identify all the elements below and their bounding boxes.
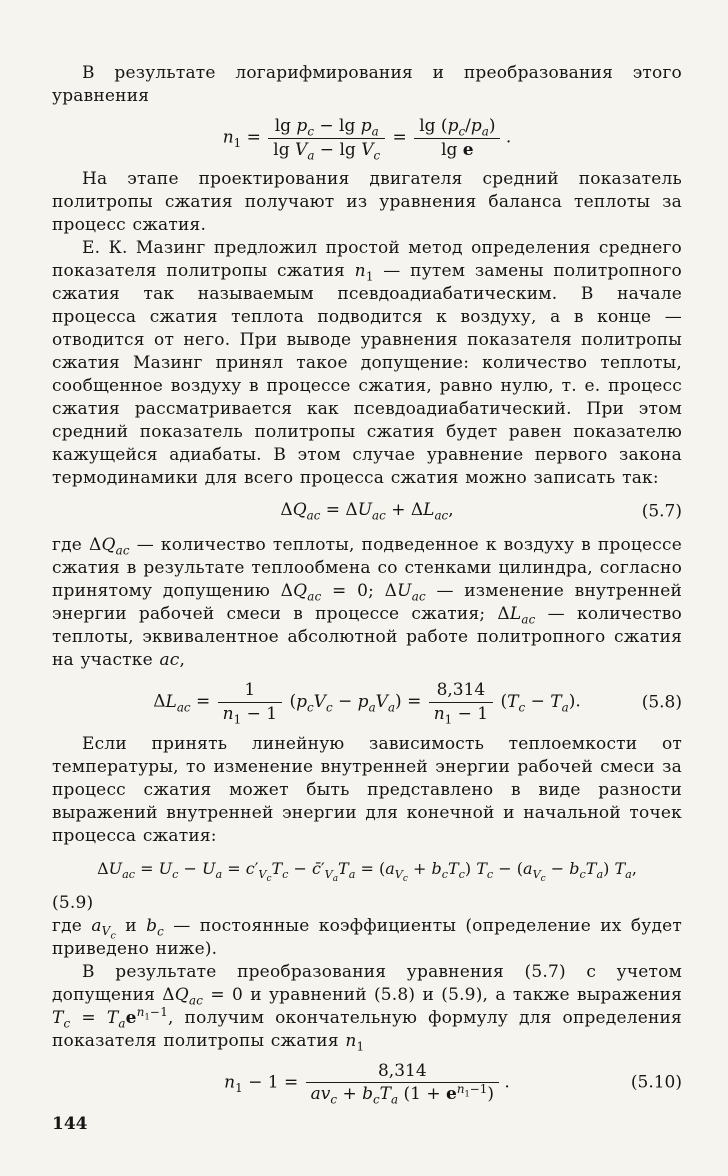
paragraph-where-coefficients: где $a_{V_c}$ и $b_c$ — постоянные коэффициенты (определение их будет приведено ниже). (52, 915, 682, 959)
paragraph-where-5-7: где $\Delta Q_{ac}$ — количество теплоты, подведенное к воздуху в процессе сжатия в результате теплообмена со стенками цилиндра, согласно принятому допущению $\Delta Q_{ac} = 0$; $\Delta U_{ac}$ — изменение внутренней энергии рабочей смеси в процессе сжатия; $\Delta L_{ac}$ — количество теплоты, эквивалентное абсолютной работе политропного сжатия на участке ac, (52, 535, 682, 671)
paragraph-mazing-method: Е. К. Мазинг предложил простой метод определения среднего показателя политропы сжатия $n_1$ — путем замены политропного сжатия так называемым псевдоадиабатическим. В начале процесса сжатия теплота подводится к воздуху, а в конце — отводится от него. При выводе уравнения показателя политропы сжатия Мазинг принял такое допущение: количество теплоты, сообщенное воздуху в процессе сжатия, равно нулю, т. е. процесс сжатия рассматривается как псевдоадиабатический. При этом средний показатель политропы сжатия будет равен показателю кажущейся адиабаты. В этом случае уравнение первого закона термодинамики для всего процесса сжатия можно записать так: (52, 238, 682, 489)
page-footer (52, 1113, 682, 1176)
equation-5-10 (52, 1060, 682, 1107)
equation-5-7 (52, 499, 682, 525)
formula-5-7: $\Delta Q_{ac} = \Delta U_{ac} + \Delta L_{ac}$, (280, 500, 454, 523)
paragraph-linear-heat-capacity: Если принять линейную зависимость теплоемкости от температуры, то изменение внутренней энергии рабочей смеси за процесс сжатия может быть представлено в виде разности выражений внутренней энергии для конечной и начальной точек процесса сжатия: (52, 733, 682, 846)
page-content (52, 62, 682, 1113)
equation-n1-definition (52, 116, 682, 163)
formula-n1: $n_1$ = $\frac{\lg p_c - \lg p_a}{\lg V_a - \lg V_c}$ = $\frac{\lg (p_c/p_a)}{\text{lg e}}$ . (222, 116, 512, 163)
equation-number-5-7: (5.7) (641, 501, 682, 522)
formula-5-9: $\Delta U_{ac} = U_c - U_a = c'_{V_c}T_c$ − $c̄'_{V_a}T_a = (a_{V_c} + b_cT_c) T_c - (a_{V_c} - b_cT_a)$ $T_a$, (97, 858, 637, 885)
equation-number-5-10: (5.10) (630, 1072, 682, 1093)
formula-5-8: $\Delta L_{ac}$ = $\frac{1}{n_1 - 1}$ $(p_cV_c - p_aV_a)$ = $\frac{8,314}{n_1 - 1}$ $(T_c - T_a)$. (153, 680, 581, 727)
equation-number-5-9: (5.9) (52, 892, 94, 913)
equation-5-9 (52, 857, 682, 883)
equation-number-5-8: (5.8) (641, 692, 682, 713)
paragraph-intro-logarithm: В результате логарифмирования и преобразования этого уравнения (52, 63, 682, 106)
page-number: 144 (52, 1114, 88, 1135)
formula-5-10: $n_1 - 1$ = $\frac{8,314}{av_c + b_cT_a (1 + e^{n_1-1})}$ . (224, 1060, 510, 1107)
paragraph-final-transformation: В результате преобразования уравнения (5.7) с учетом допущения $\Delta Q_{ac} = 0$ и уравнений (5.8) и (5.9), а также выражения $T_c = T_ae^{n_1-1}$, получим окончательную формулу для определения показателя политропы сжатия $n_1$ (52, 961, 682, 1054)
paragraph-design-stage: На этапе проектирования двигателя средний показатель политропы сжатия получают из уравнения баланса теплоты за процесс сжатия. (52, 169, 682, 236)
equation-5-8 (52, 680, 682, 727)
